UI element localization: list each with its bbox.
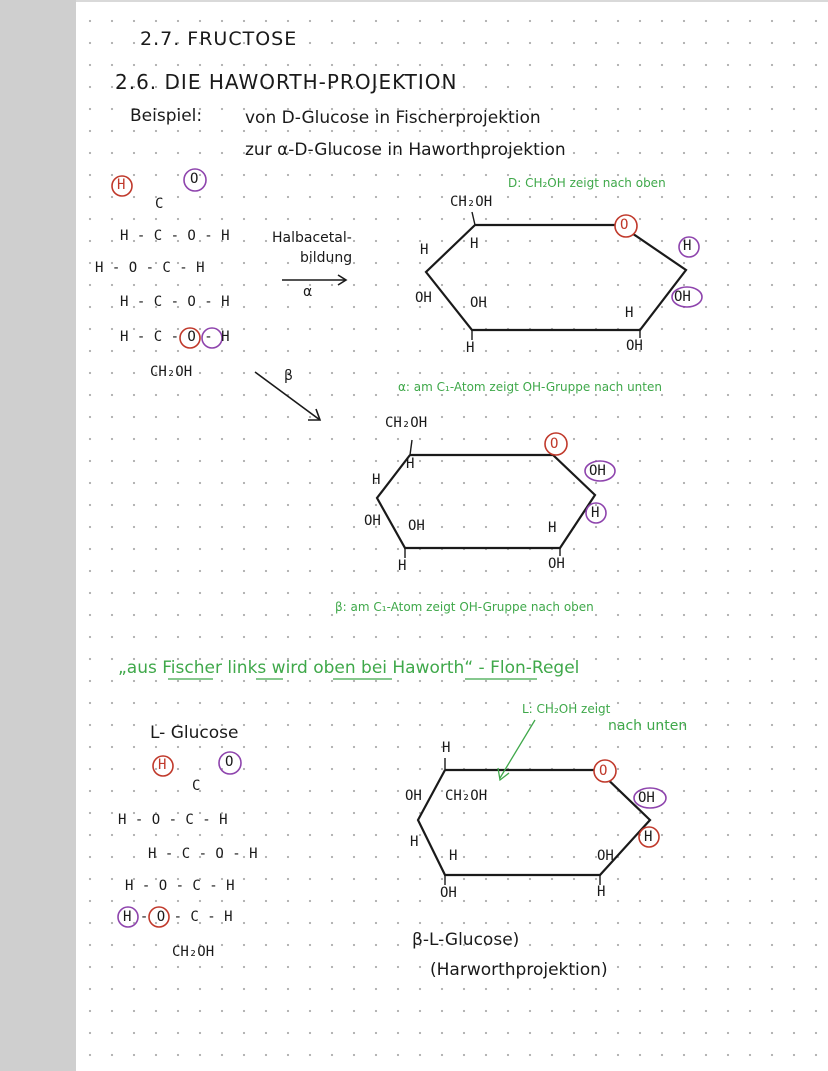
alpha-ring-o: O	[620, 217, 629, 233]
top-title: 2.7. FRUCTOSE	[140, 28, 298, 50]
example-line-1: von D-Glucose in Fischerprojektion	[245, 108, 541, 128]
l-caption-2: (Harworthprojektion)	[430, 960, 608, 980]
l-top-h: H	[442, 740, 451, 756]
fischer-l-bottom: CH₂OH	[172, 944, 215, 960]
beta-c2-oh: OH	[548, 556, 565, 572]
reaction-label-2: bildung	[300, 250, 353, 266]
alpha-ring	[426, 225, 686, 330]
beta-note: β: am C₁-Atom zeigt OH-Gruppe nach oben	[335, 600, 594, 614]
alpha-left-oh: OH	[415, 290, 432, 306]
beta-c2-h: H	[548, 520, 557, 536]
beta-left-oh: OH	[364, 513, 381, 529]
alpha-right-oh: OH	[674, 289, 691, 305]
beta-ring-o: O	[550, 436, 559, 452]
fischer-d-bottom: CH₂OH	[150, 364, 193, 380]
fischer-l-row-2: H - C - O - H	[148, 846, 258, 862]
beta-c3-h: H	[398, 558, 407, 574]
alpha-left-h: H	[420, 242, 429, 258]
l-caption-1: β-L-Glucose)	[412, 930, 520, 950]
alpha-inner-h: H	[470, 236, 479, 252]
fischer-l-row-1: H - O - C - H	[118, 812, 228, 828]
fischer-l-row-4: H - O - C - H	[123, 909, 233, 925]
l-right-oh-circled: OH	[638, 790, 655, 806]
fischer-l-top-o: O	[225, 754, 234, 770]
l-bottom-oh: OH	[440, 885, 457, 901]
beta-right-h: H	[591, 505, 600, 521]
reaction-label-1: Halbacetal-	[272, 230, 352, 246]
l-glucose-title: L- Glucose	[150, 723, 239, 743]
l-note-1: L: CH₂OH zeigt	[522, 702, 611, 716]
fischer-d-row-1: H - C - O - H	[120, 228, 230, 244]
alpha-c2-oh: OH	[626, 338, 643, 354]
alpha-inner-oh: OH	[470, 295, 487, 311]
fischer-d-row-3: H - C - O - H	[120, 294, 230, 310]
beta-inner-h: H	[406, 456, 415, 472]
l-note-2: nach unten	[608, 718, 688, 734]
l-right-h-circled: H	[644, 829, 653, 845]
alpha-c2-h: H	[625, 305, 634, 321]
alpha-right-h: H	[683, 238, 692, 254]
l-ch2oh: CH₂OH	[445, 788, 488, 804]
fischer-l-row-3: H - O - C - H	[125, 878, 235, 894]
example-line-2: zur α-D-Glucose in Haworthprojektion	[245, 140, 566, 160]
l-left-h: H	[410, 834, 419, 850]
beta-inner-oh: OH	[408, 518, 425, 534]
beta-left-h: H	[372, 472, 381, 488]
fischer-d-top-h: H	[117, 177, 126, 193]
alpha-note-bottom: α: am C₁-Atom zeigt OH-Gruppe nach unten	[398, 380, 662, 394]
l-ring-o: O	[599, 763, 608, 779]
fischer-haworth-rule: „aus Fischer links wird oben bei Haworth“ - Flon-Regel	[118, 658, 580, 678]
reaction-alpha: α	[303, 284, 313, 300]
fischer-d-row-4: H - C - O - H	[120, 329, 230, 345]
example-label: Beispiel:	[130, 106, 203, 126]
fischer-d-top-c: C	[155, 196, 164, 212]
beta-right-oh: OH	[589, 463, 606, 479]
fischer-d-row-2: H - O - C - H	[95, 260, 205, 276]
section-title: 2.6. DIE HAWORTH-PROJEKTION	[115, 70, 458, 94]
alpha-ch2oh: CH₂OH	[450, 194, 493, 210]
l-inner-h: H	[449, 848, 458, 864]
reaction-beta: β	[284, 368, 293, 384]
fischer-l-top-c: C	[192, 778, 201, 794]
alpha-note-top: D: CH₂OH zeigt nach oben	[508, 176, 666, 190]
alpha-c3-h: H	[466, 340, 475, 356]
fischer-l-top-h: H	[158, 757, 167, 773]
fischer-d-top-o: O	[190, 171, 199, 187]
l-left-oh: OH	[405, 788, 422, 804]
l-right-oh: OH	[597, 848, 614, 864]
l-right-h: H	[597, 884, 606, 900]
alpha-ch2oh-bond	[472, 212, 475, 225]
beta-ch2oh: CH₂OH	[385, 415, 428, 431]
